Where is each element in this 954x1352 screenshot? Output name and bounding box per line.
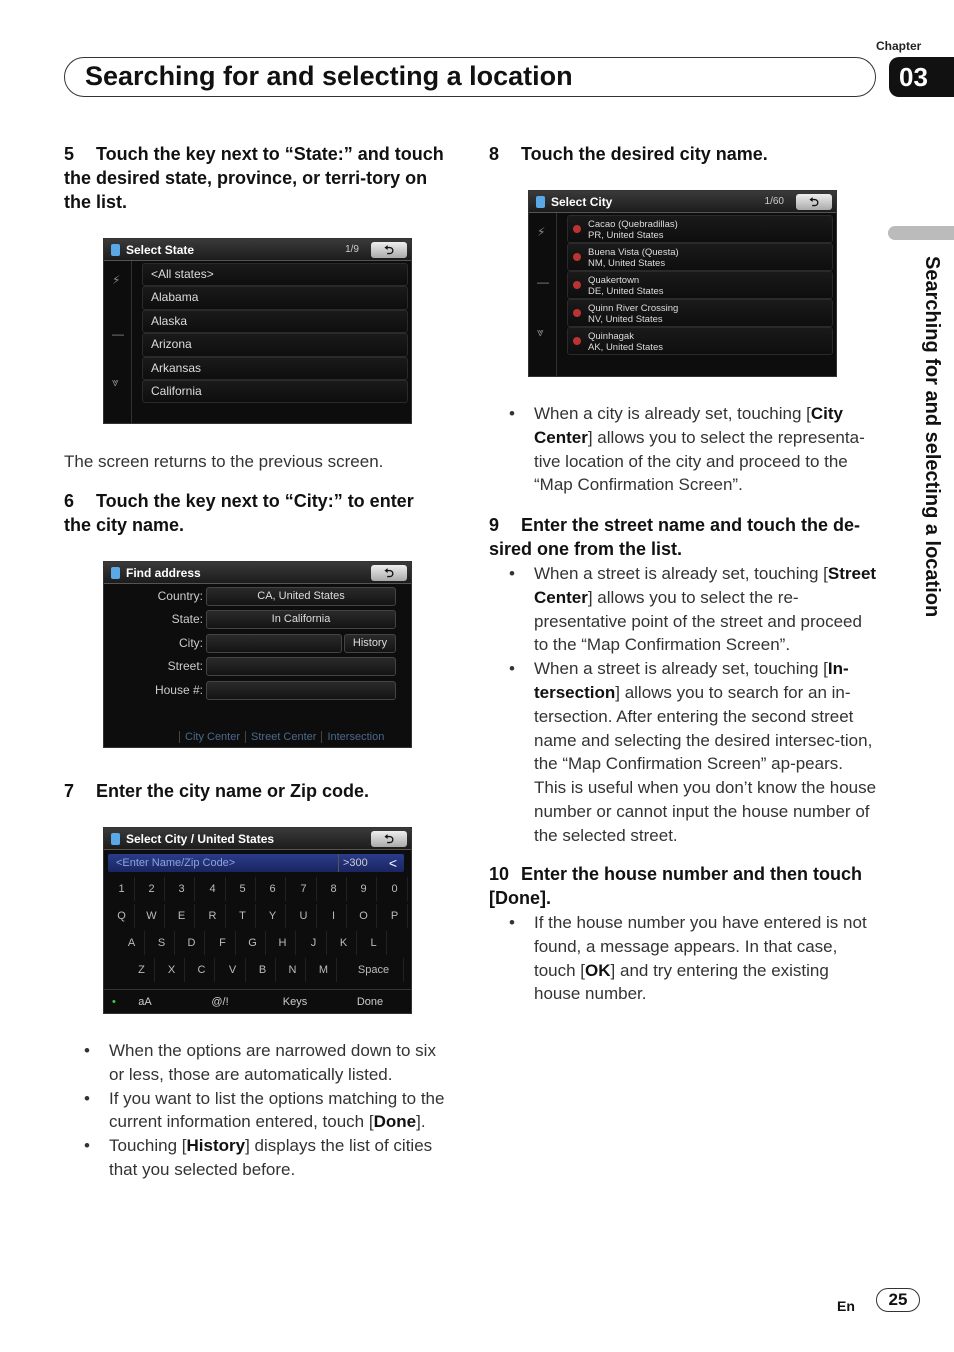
step-6 bbox=[64, 489, 444, 537]
flag-icon bbox=[111, 244, 120, 256]
list-item: <All states> bbox=[142, 263, 408, 286]
select-state-screenshot bbox=[103, 238, 412, 424]
key: M bbox=[311, 958, 337, 982]
step-text: Touch the key next to “State:” and touch the desired state, province, or terri-tory on the list. bbox=[64, 144, 444, 212]
key: V bbox=[220, 958, 246, 982]
pin-icon bbox=[573, 281, 581, 289]
chapter-number: 03 bbox=[889, 57, 954, 97]
list-item: Alaska bbox=[142, 310, 408, 333]
list-item: California bbox=[142, 380, 408, 403]
screen-header bbox=[104, 239, 411, 261]
key: O bbox=[351, 904, 377, 928]
notes-list-step10 bbox=[489, 911, 879, 1006]
city-label: City: bbox=[179, 636, 203, 650]
scroll-bar-icon: — bbox=[537, 275, 549, 289]
list-item: Cacao (Quebradillas) PR, United States bbox=[567, 215, 833, 243]
key: A bbox=[119, 931, 145, 955]
list-item: Quakertown DE, United States bbox=[567, 271, 833, 299]
pin-icon bbox=[573, 253, 581, 261]
screen-header bbox=[529, 191, 836, 213]
intersection-button: Intersection bbox=[321, 731, 389, 743]
name-input: <Enter Name/Zip Code> bbox=[108, 854, 404, 872]
key: T bbox=[230, 904, 256, 928]
city-list bbox=[567, 215, 833, 355]
step-text: Enter the house number and then touch [Done]. bbox=[489, 864, 863, 908]
page-title: Searching for and selecting a location bbox=[64, 57, 876, 97]
scroll-down-icon: ⩔ bbox=[537, 325, 544, 339]
house-field bbox=[206, 681, 396, 700]
city-field bbox=[206, 634, 342, 653]
space-key: Space bbox=[344, 958, 404, 982]
step-9 bbox=[489, 513, 879, 561]
pin-icon bbox=[573, 309, 581, 317]
list-item: • If the house number you have entered is not found, a message appears. In that case, touch [OK] and try entering the existing house number. bbox=[489, 911, 879, 1006]
country-field: CA, United States bbox=[206, 587, 396, 606]
country-label: Country: bbox=[157, 589, 203, 603]
key: D bbox=[179, 931, 205, 955]
screen-header bbox=[104, 562, 411, 584]
flag-icon bbox=[111, 567, 120, 579]
key: N bbox=[280, 958, 306, 982]
keyboard-screenshot bbox=[103, 827, 412, 1014]
step-text: Touch the key next to “City:” to enter the city name. bbox=[64, 491, 414, 535]
back-icon: ⮌ bbox=[371, 831, 407, 847]
key: H bbox=[270, 931, 296, 955]
key: C bbox=[189, 958, 215, 982]
back-icon: ⮌ bbox=[371, 565, 407, 581]
flag-icon bbox=[111, 833, 120, 845]
screen-header bbox=[104, 828, 411, 850]
city-center-button: City Center bbox=[179, 731, 245, 743]
screen-title: Select State bbox=[126, 243, 195, 257]
pin-icon bbox=[573, 337, 581, 345]
back-icon: ⮌ bbox=[796, 194, 832, 210]
street-label: Street: bbox=[167, 659, 203, 673]
scroll-column bbox=[104, 261, 132, 423]
step-number: 5 bbox=[64, 144, 75, 164]
list-item: • Touching [History] displays the list of cities that you selected before. bbox=[64, 1134, 452, 1182]
step-text: Enter the city name or Zip code. bbox=[96, 781, 370, 801]
key: 0 bbox=[382, 877, 408, 901]
key: Y bbox=[260, 904, 286, 928]
screen-title: Find address bbox=[126, 566, 201, 580]
key: Z bbox=[129, 958, 155, 982]
step-text: Touch the desired city name. bbox=[521, 144, 768, 164]
notes-list-step9 bbox=[489, 562, 879, 848]
side-tab-marker bbox=[888, 226, 954, 240]
scroll-bar-icon: — bbox=[112, 327, 124, 341]
state-label: State: bbox=[171, 612, 203, 626]
key: F bbox=[210, 931, 236, 955]
step-7 bbox=[64, 779, 444, 803]
step-number: 9 bbox=[489, 515, 500, 535]
result-count: >300 bbox=[338, 854, 368, 872]
page-indicator: 1/9 bbox=[345, 244, 359, 255]
case-key: aA bbox=[138, 996, 152, 1008]
list-item: Quinhagak AK, United States bbox=[567, 327, 833, 355]
keys-key: Keys bbox=[282, 996, 308, 1008]
back-icon: ⮌ bbox=[371, 242, 407, 258]
step-8 bbox=[489, 142, 879, 166]
history-button: History bbox=[344, 634, 396, 653]
list-item: • When the options are narrowed down to six or less, those are automatically listed. bbox=[64, 1039, 452, 1087]
bottom-button-bar bbox=[179, 731, 389, 743]
scroll-column bbox=[529, 213, 557, 376]
list-item: Alabama bbox=[142, 286, 408, 309]
symbols-key: @/! bbox=[211, 996, 229, 1008]
list-item: Buena Vista (Questa) NM, United States bbox=[567, 243, 833, 271]
list-item: • If you want to list the options matching to the current information entered, touch [Done]. bbox=[64, 1087, 452, 1135]
scroll-up-icon: ⚡ bbox=[112, 273, 121, 287]
screen-title: Select City bbox=[551, 195, 613, 209]
key: U bbox=[291, 904, 317, 928]
chapter-label: Chapter bbox=[876, 39, 922, 53]
key: B bbox=[250, 958, 276, 982]
key: 2 bbox=[139, 877, 165, 901]
key: K bbox=[331, 931, 357, 955]
keyboard-bottom-bar: • aA @/! Keys Done bbox=[104, 989, 411, 1013]
list-item: Arizona bbox=[142, 333, 408, 356]
step-5 bbox=[64, 142, 444, 214]
scroll-down-icon: ⩔ bbox=[112, 375, 119, 389]
step-number: 10 bbox=[489, 864, 510, 884]
list-item: Arkansas bbox=[142, 357, 408, 380]
backspace-icon: < bbox=[388, 855, 398, 871]
step-text: Enter the street name and touch the de-sired one from the list. bbox=[489, 515, 861, 559]
key: 9 bbox=[351, 877, 377, 901]
key: 8 bbox=[321, 877, 347, 901]
flag-icon bbox=[536, 196, 545, 208]
key: G bbox=[240, 931, 266, 955]
step-number: 6 bbox=[64, 491, 75, 511]
house-label: House #: bbox=[154, 683, 203, 697]
key: 7 bbox=[291, 877, 317, 901]
notes-list-step8 bbox=[489, 402, 879, 497]
key: R bbox=[200, 904, 226, 928]
key: 4 bbox=[200, 877, 226, 901]
key: 3 bbox=[169, 877, 195, 901]
key: X bbox=[159, 958, 185, 982]
find-address-screenshot bbox=[103, 561, 412, 748]
key: I bbox=[321, 904, 347, 928]
key: Q bbox=[109, 904, 135, 928]
key: E bbox=[169, 904, 195, 928]
step-number: 7 bbox=[64, 781, 75, 801]
key: P bbox=[382, 904, 408, 928]
list-item: • When a street is already set, touching [Street Center] allows you to select the re-presentative point of the street and proceed to the “Map Confirmation Screen”. bbox=[489, 562, 879, 657]
key: 6 bbox=[260, 877, 286, 901]
screen-title: Select City / United States bbox=[126, 832, 275, 846]
street-field bbox=[206, 657, 396, 676]
street-center-button: Street Center bbox=[245, 731, 321, 743]
pin-icon bbox=[573, 225, 581, 233]
key: S bbox=[149, 931, 175, 955]
state-list bbox=[142, 263, 408, 403]
list-item: • When a city is already set, touching [City Center] allows you to select the representa-tive location of the city and proceed to the “Map Confirmation Screen”. bbox=[489, 402, 879, 497]
list-item: Quinn River Crossing NV, United States bbox=[567, 299, 833, 327]
language-label: En bbox=[837, 1298, 855, 1314]
page-indicator: 1/60 bbox=[764, 196, 784, 207]
list-item: • When a street is already set, touching [In-tersection] allows you to search for an in-tersection. After entering the second street name and selecting the desired intersec-tion, the “Map Confirmation Screen” ap-pears. This is useful when you don’t know the house number or cannot input the house number of the selected street. bbox=[489, 657, 879, 847]
key: W bbox=[139, 904, 165, 928]
step-10 bbox=[489, 862, 879, 910]
paragraph-returns: The screen returns to the previous screen. bbox=[64, 452, 384, 471]
side-tab-text: Searching for and selecting a location bbox=[921, 256, 943, 618]
scroll-up-icon: ⚡ bbox=[537, 225, 546, 239]
select-city-screenshot bbox=[528, 190, 837, 377]
key: 1 bbox=[109, 877, 135, 901]
key: J bbox=[301, 931, 327, 955]
step-number: 8 bbox=[489, 144, 500, 164]
key: L bbox=[361, 931, 387, 955]
key: 5 bbox=[230, 877, 256, 901]
state-field: In California bbox=[206, 610, 396, 629]
done-key: Done bbox=[356, 996, 384, 1008]
notes-list-left bbox=[64, 1039, 452, 1182]
page-number: 25 bbox=[876, 1288, 920, 1312]
